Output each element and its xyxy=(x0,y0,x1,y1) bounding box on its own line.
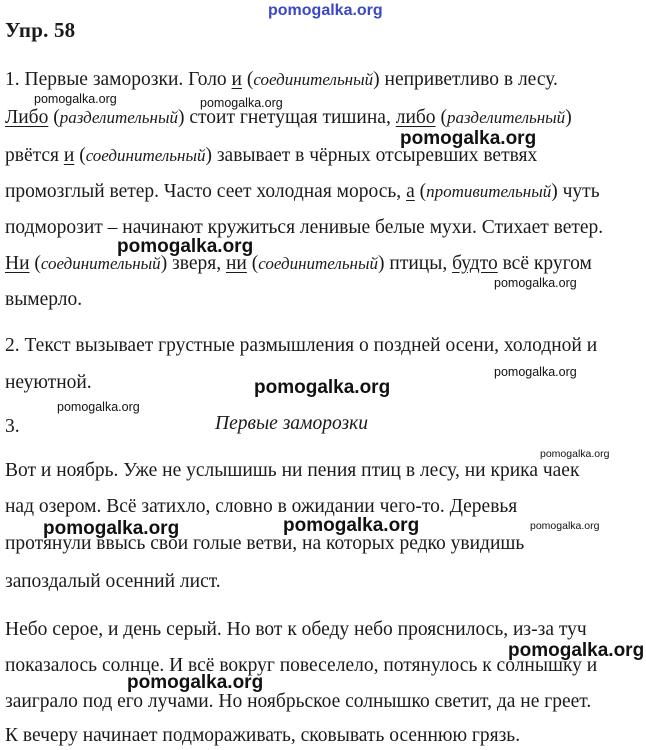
text: рвётся xyxy=(5,145,64,166)
conjunction-type: разделительный xyxy=(59,108,178,127)
watermark: pomogalka.org xyxy=(127,672,264,693)
conjunction-underlined: либо xyxy=(395,107,436,128)
conjunction-underlined: и xyxy=(63,145,75,166)
conjunction-underlined: Либо xyxy=(5,107,49,128)
para3-line4: запоздалый осенний лист. xyxy=(5,571,221,592)
essay-title: Первые заморозки xyxy=(215,413,368,434)
conjunction-type: соединительный xyxy=(258,254,379,273)
para3-number: 3. xyxy=(5,416,20,437)
watermark-top: pomogalka.org xyxy=(268,2,383,19)
para3-line6: показалось солнце. И всё вокруг повеселело, потянулось к солнышку и xyxy=(5,655,598,676)
text: ( xyxy=(241,69,254,90)
watermark: pomogalka.org xyxy=(43,518,180,539)
para2-line1: 2. Текст вызывает грустные размышления о поздней осени, холодной и xyxy=(5,335,598,356)
conjunction-underlined: а xyxy=(406,181,415,202)
text: всё кругом xyxy=(497,253,592,274)
conjunction-underlined: и xyxy=(231,69,242,90)
text: ) птицы, xyxy=(378,253,453,274)
watermark: pomogalka.org xyxy=(117,236,254,257)
text: ( xyxy=(74,145,86,166)
text: ( xyxy=(29,253,41,274)
watermark: pomogalka.org xyxy=(508,640,645,661)
conjunction-type: соединительный xyxy=(85,146,206,165)
text: ) зверя, xyxy=(160,253,226,274)
conjunction-type: разделительный xyxy=(446,108,566,127)
para3-line2: над озером. Всё затихло, словно в ожидании чего-то. Деревья xyxy=(5,496,518,517)
text: ) стоит гнетущая тишина, xyxy=(177,107,396,128)
watermark: pomogalka.org xyxy=(530,520,600,532)
text: ) неприветливо в лесу. xyxy=(373,69,558,90)
para3-line1: Вот и ноябрь. Уже не услышишь ни пения птиц в лесу, ни крика чаек xyxy=(5,460,580,481)
text: ( xyxy=(48,107,60,128)
watermark: pomogalka.org xyxy=(254,377,391,398)
text: ( xyxy=(246,253,259,274)
watermark: pomogalka.org xyxy=(400,128,537,149)
para3-line8: К вечеру начинает подмораживать, сковывать осеннюю грязь. xyxy=(5,725,521,746)
para1-line4 xyxy=(5,178,641,205)
text: ( xyxy=(435,107,447,128)
para3-line3: протянули ввысь свои голые ветви, на которых редко увидишь xyxy=(5,533,525,554)
exercise-heading: Упр. 58 xyxy=(5,18,76,42)
para3-line5: Небо серое, и день серый. Но вот к обеду небо прояснилось, из-за туч xyxy=(5,619,587,640)
text: ) чуть xyxy=(551,181,600,202)
watermark: pomogalka.org xyxy=(283,515,420,536)
conjunction-underlined: будто xyxy=(452,253,498,274)
text: промозглый ветер. Часто сеет холодная морось, xyxy=(5,181,407,202)
conjunction-underlined: Ни xyxy=(5,253,30,274)
text: ) завывает в чёрных отсыревших ветвях xyxy=(205,145,538,166)
para3-line7: заиграло под его лучами. Но ноябрьское солнышко светит, да не греет. xyxy=(5,691,592,712)
watermark: pomogalka.org xyxy=(57,400,140,414)
conjunction-type: соединительный xyxy=(40,254,161,273)
para1-line2 xyxy=(5,104,641,131)
para1-line1 xyxy=(5,66,641,93)
para1-line7: вымерло. xyxy=(5,289,83,310)
para2-line2: неуютной. xyxy=(5,372,92,393)
para1-line3 xyxy=(5,142,641,169)
conjunction-type: противительный xyxy=(426,182,552,201)
watermark: pomogalka.org xyxy=(540,448,610,460)
text: ) xyxy=(565,107,572,128)
conjunction-type: соединительный xyxy=(253,70,374,89)
watermark: pomogalka.org xyxy=(34,92,117,106)
watermark: pomogalka.org xyxy=(200,96,283,110)
para1-line6 xyxy=(5,250,641,277)
watermark: pomogalka.org xyxy=(494,276,577,290)
watermark: pomogalka.org xyxy=(494,365,577,379)
text: 1. Первые заморозки. Голо xyxy=(5,69,232,90)
conjunction-underlined: ни xyxy=(225,253,247,274)
text: ( xyxy=(414,181,427,202)
para1-line5: подморозит – начинают кружиться ленивые белые мухи. Стихает ветер. xyxy=(5,217,604,238)
